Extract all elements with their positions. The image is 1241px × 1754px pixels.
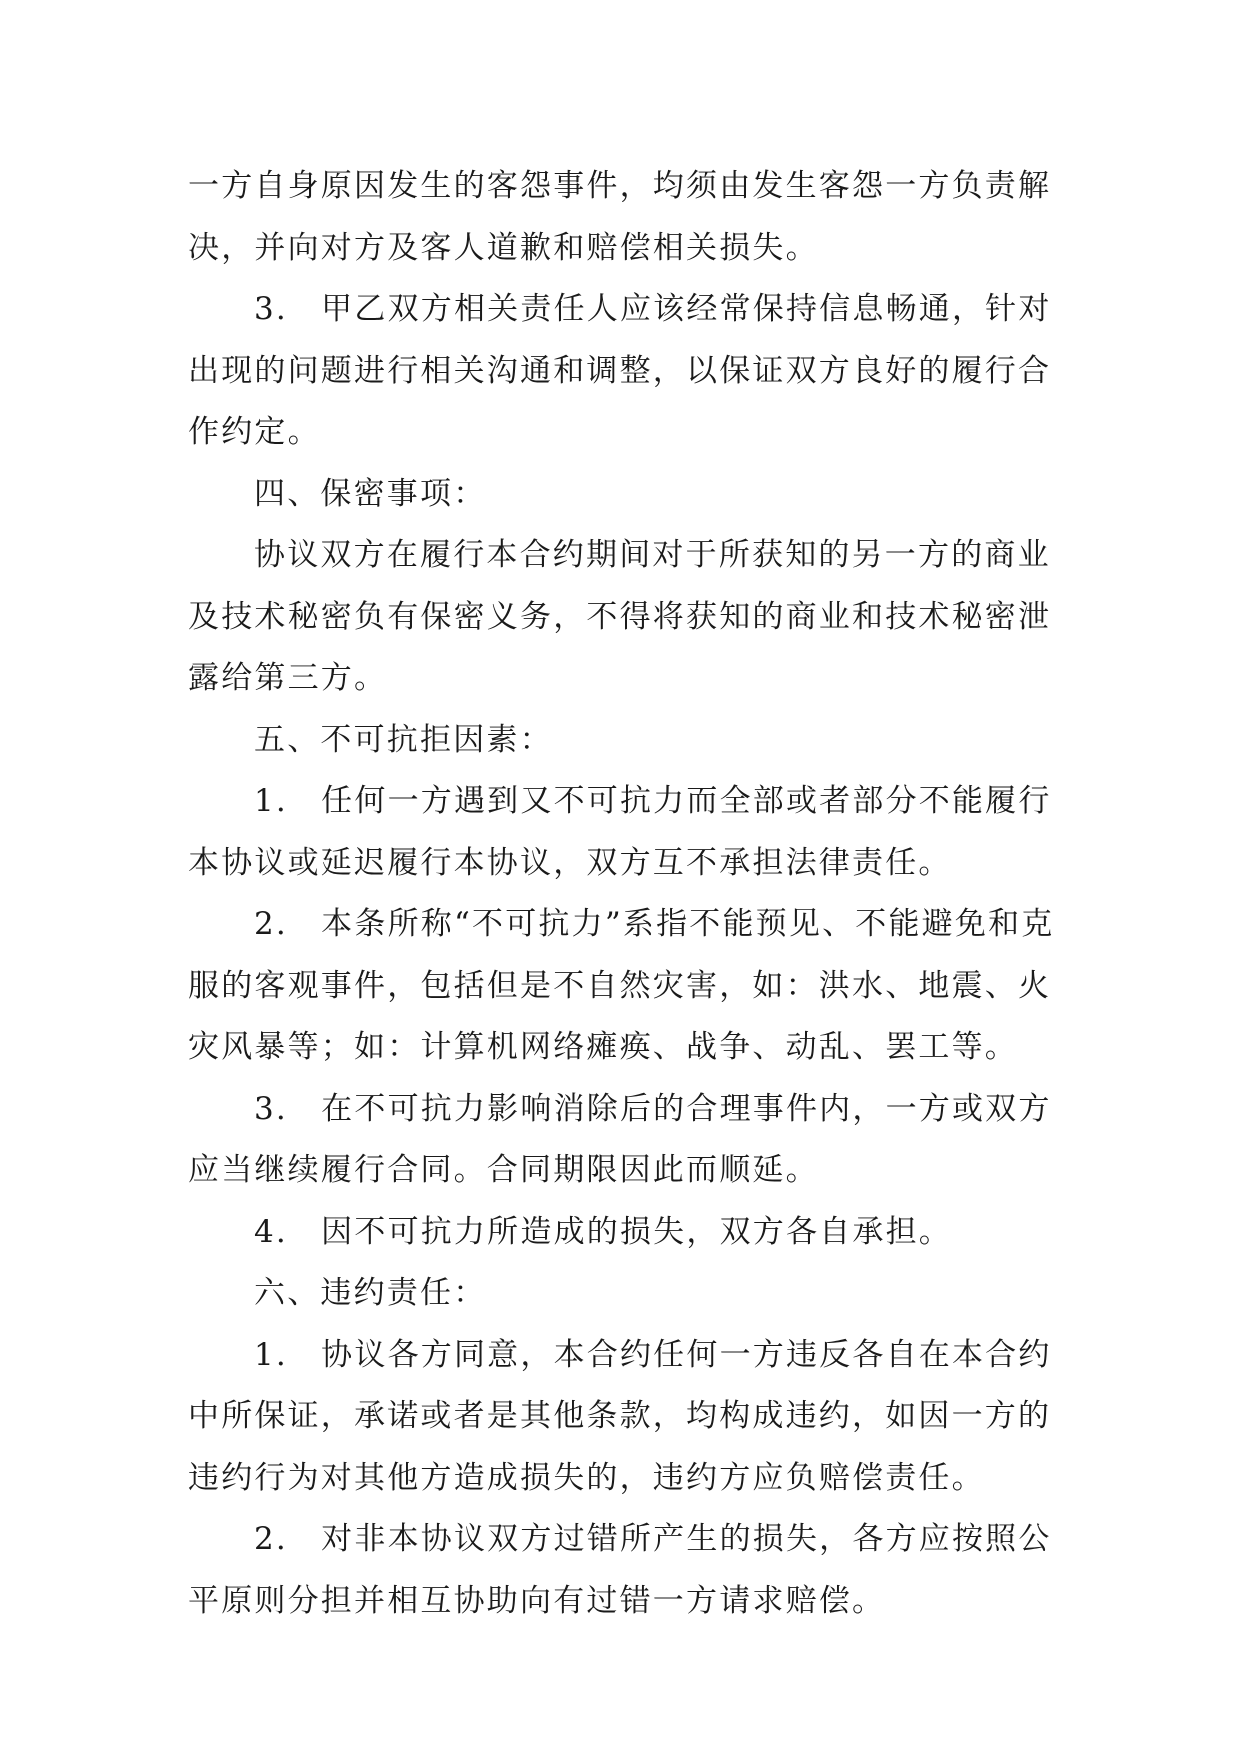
paragraph-breach-1: 1. 协议各方同意，本合约任何一方违反各自在本合约中所保证，承诺或者是其他条款，均构成违约，如因一方的违约行为对其他方造成损失的，违约方应负赔偿责任。 [188, 1336, 1052, 1496]
section-heading-confidentiality: 四、保密事项： [254, 475, 487, 512]
paragraph-confidentiality: 协议双方在履行本合约期间对于所获知的另一方的商业及技术秘密负有保密义务，不得将获知的商业和技术秘密泄露给第三方。 [188, 537, 1052, 696]
paragraph-force-majeure-4: 4. 因不可抗力所造成的损失，双方各自承担。 [254, 1213, 952, 1250]
paragraph-clause-3-communication: 3. 甲乙双方相关责任人应该经常保持信息畅通，针对出现的问题进行相关沟通和调整，以保证双方良好的履行合作约定。 [188, 291, 1052, 450]
paragraph-force-majeure-3: 3. 在不可抗力影响消除后的合理事件内，一方或双方应当继续履行合同。合同期限因此而顺延。 [188, 1090, 1052, 1188]
section-heading-force-majeure: 五、不可抗拒因素： [254, 721, 553, 758]
paragraph-breach-2: 2. 对非本协议双方过错所产生的损失，各方应按照公平原则分担并相互协助向有过错一方请求赔偿。 [188, 1521, 1052, 1619]
paragraph-complaint-resolution: 一方自身原因发生的客怨事件，均须由发生客怨一方负责解决，并向对方及客人道歉和赔偿相关损失。 [188, 168, 1052, 266]
paragraph-force-majeure-1: 1. 任何一方遇到又不可抗力而全部或者部分不能履行本协议或延迟履行本协议，双方互不承担法律责任。 [188, 783, 1052, 881]
section-heading-breach-liability: 六、违约责任： [254, 1275, 487, 1311]
paragraph-force-majeure-2: 2. 本条所称“不可抗力”系指不能预见、不能避免和克服的客观事件，包括但是不自然灾害，如：洪水、地震、火灾风暴等；如：计算机网络瘫痪、战争、动乱、罢工等。 [188, 906, 1055, 1065]
document-body [188, 156, 1068, 1632]
